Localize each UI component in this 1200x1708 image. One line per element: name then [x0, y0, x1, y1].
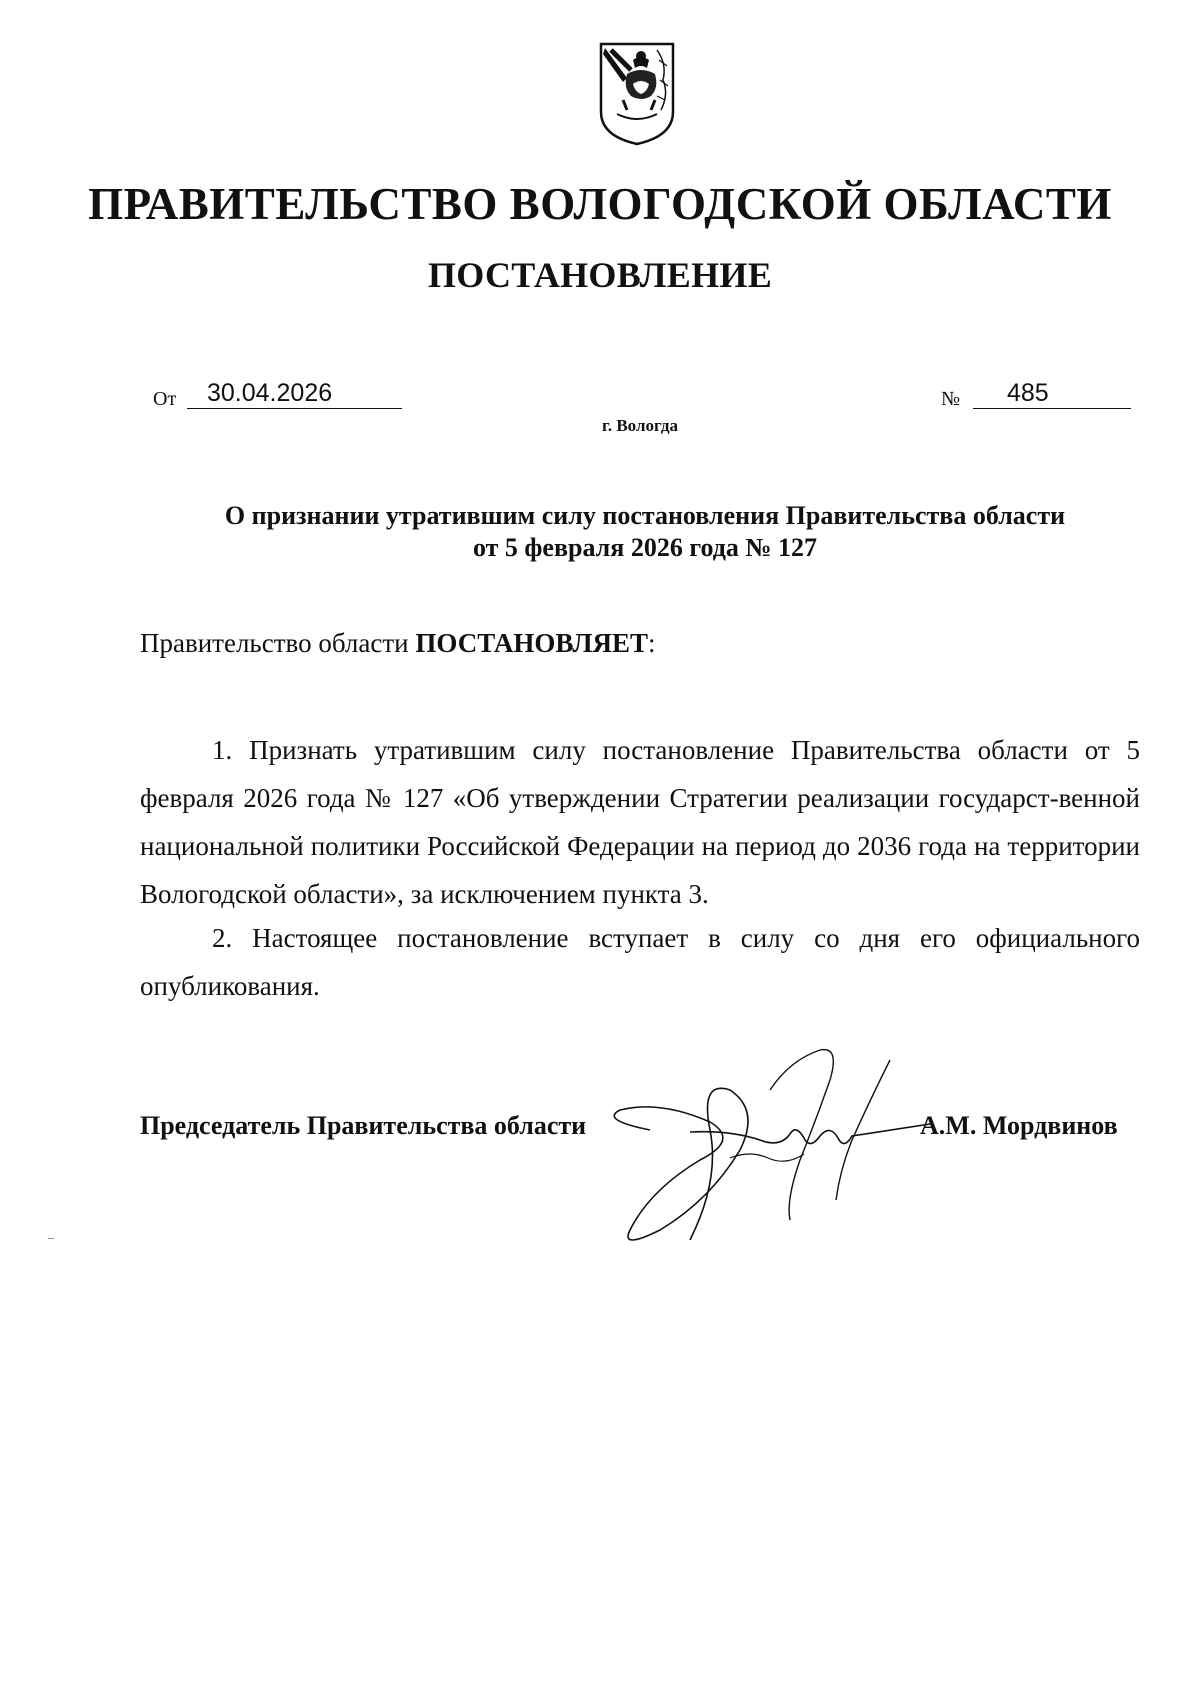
decree-keyword: ПОСТАНОВЛЯЕТ: [415, 628, 648, 658]
signatory-title: Председатель Правительства области: [140, 1111, 587, 1140]
date-prefix: От: [153, 388, 177, 410]
decree-lead: Правительство области: [140, 628, 416, 658]
government-title: ПРАВИТЕЛЬСТВО ВОЛОГОДСКОЙ ОБЛАСТИ: [88, 179, 1112, 229]
signatory-name: А.М. Мордвинов: [920, 1111, 1118, 1140]
city-label: г. Вологда: [602, 416, 678, 435]
paragraph-1: 1. Признать утратившим силу постановление Правительства области от 5 февраля 2026 года № 127 «Об утверждении Стратегии реализации государст-венной национальной политики Российской Федерации на период до 2036 года на территории Вологодской области», за исключением пункта 3.: [140, 735, 1140, 909]
subject-line-2: от 5 февраля 2026 года № 127: [472, 533, 818, 562]
document-date: 30.04.2026: [187, 378, 402, 409]
handwritten-signature-icon: [590, 1040, 950, 1260]
coat-of-arms-icon: [597, 40, 677, 148]
margin-mark: [48, 1238, 54, 1239]
paragraph-2: 2. Настоящее постановление вступает в силу со дня его официального опубликования.: [140, 923, 1140, 1001]
document-type: ПОСТАНОВЛЕНИЕ: [427, 255, 773, 295]
document-number: 485: [973, 378, 1131, 409]
decree-colon: :: [647, 628, 656, 658]
number-prefix: №: [941, 388, 961, 410]
subject-line-1: О признании утратившим силу постановления Правительства области: [224, 501, 1066, 530]
document-subject: [140, 500, 1150, 564]
decree-line: [140, 628, 656, 659]
